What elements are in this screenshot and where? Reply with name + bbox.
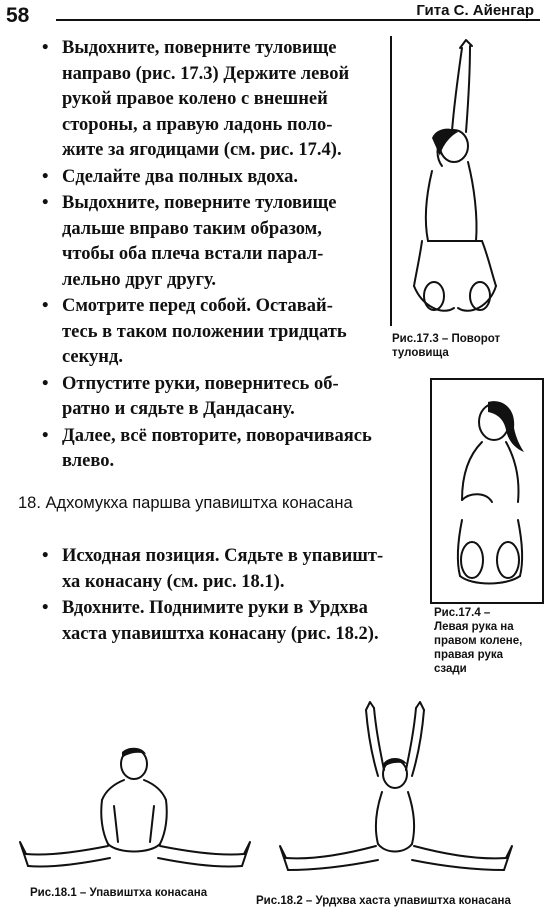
list-item: • Далее, всё повторите, поворачиваясь влево. (38, 424, 378, 475)
figure-18-1 (18, 746, 254, 882)
figure-17-3 (390, 36, 540, 326)
instruction-list-top (38, 36, 378, 476)
running-head: Гита С. Айенгар (416, 2, 534, 19)
figure-caption-18-2: Рис.18.2 – Урдхва хаста упавиштха конасана (256, 895, 511, 907)
list-item: • Сделайте два полных вдоха. (38, 165, 378, 191)
figure-caption-18-1: Рис.18.1 – Упавиштха конасана (30, 887, 208, 899)
seated-twist-arms-up-illustration (392, 36, 538, 326)
header-rule (56, 19, 540, 21)
list-item: • Выдохните, поверните туловище направо (рис. 17.3) Держите левой рукой правое колено с внешней стороны, а правую ладонь поло- жите за ягодицами (см. рис. 17.4). (38, 36, 378, 164)
section-heading: 18. Адхомукха паршва упавиштха конасана (18, 494, 353, 512)
wide-angle-arms-raised-pose-illustration (270, 700, 540, 888)
figure-17-4 (430, 378, 544, 604)
list-item: • Выдохните, поверните туловище дальше вправо таким образом, чтобы оба плеча встали парал- лельно друг другу. (38, 191, 378, 293)
list-item: • Смотрите перед собой. Оставай- тесь в таком положении тридцать секунд. (38, 294, 378, 371)
figure-caption-17-3: Рис.17.3 – Поворот туловища (392, 333, 501, 359)
wide-angle-seated-pose-illustration (18, 746, 254, 882)
figure-caption-17-4: Рис.17.4 – Левая рука на правом колене, правая рука сзади (434, 607, 523, 675)
seated-twist-side-view-illustration (432, 380, 538, 598)
figure-18-2 (270, 700, 540, 888)
list-item: • Исходная позиция. Сядьте в упавишт- ха конасану (см. рис. 18.1). (38, 544, 398, 595)
list-item: • Вдохните. Поднимите руки в Урдхва хаста упавиштха конасану (рис. 18.2). (38, 596, 398, 647)
instruction-list-bottom (38, 544, 398, 648)
page-number: 58 (6, 4, 30, 27)
list-item: • Отпустите руки, повернитесь об- ратно и сядьте в Дандасану. (38, 372, 378, 423)
